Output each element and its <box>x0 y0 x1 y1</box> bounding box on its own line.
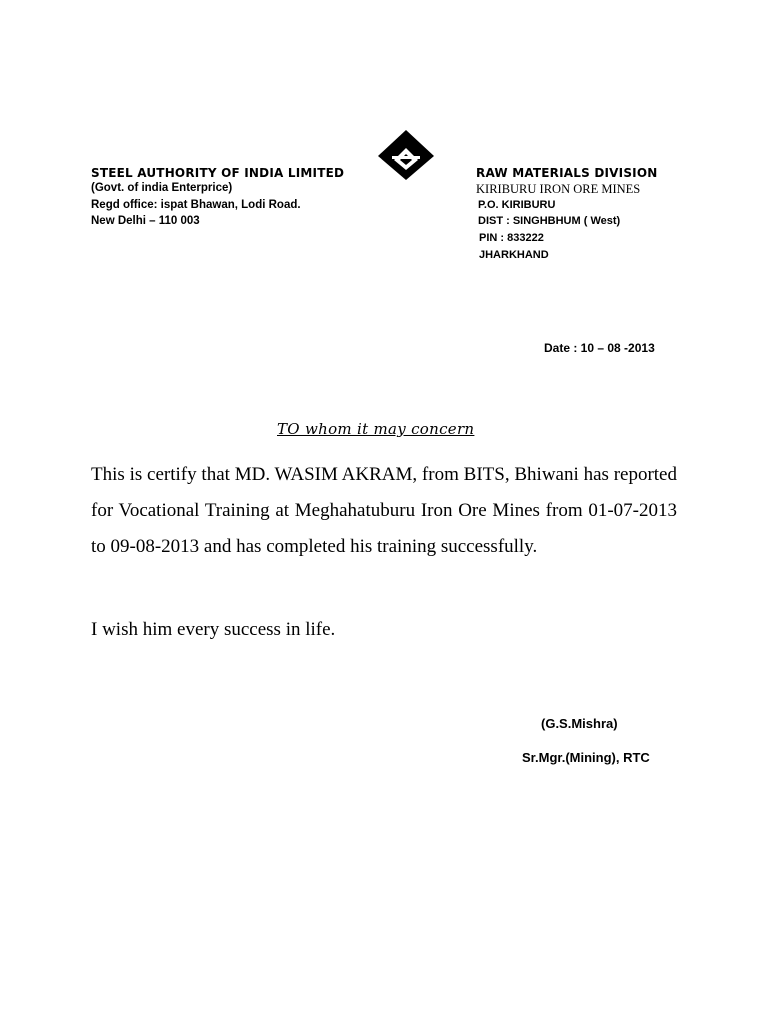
letter-date: Date : 10 – 08 -2013 <box>544 341 655 355</box>
state: JHARKHAND <box>479 249 549 261</box>
org-subtitle: (Govt. of india Enterprice) <box>91 182 233 194</box>
org-city: New Delhi – 110 003 <box>91 215 200 227</box>
district: DIST : SINGHBHUM ( West) <box>478 215 621 227</box>
mines-name: KIRIBURU IRON ORE MINES <box>476 182 641 196</box>
regd-office: Regd office: ispat Bhawan, Lodi Road. <box>91 199 301 211</box>
signatory-name: (G.S.Mishra) <box>541 716 618 731</box>
closing-wish: I wish him every success in life. <box>91 619 336 640</box>
letter-subject: TO whom it may concern <box>277 420 475 438</box>
post-office: P.O. KIRIBURU <box>478 199 556 211</box>
division-name: RAW MATERIALS DIVISION <box>476 166 658 180</box>
signatory-designation: Sr.Mgr.(Mining), RTC <box>522 750 650 765</box>
sail-logo-icon <box>378 130 434 180</box>
body-paragraph: This is certify that MD. WASIM AKRAM, from BITS, Bhiwani has reported for Vocational Training at Meghahatuburu Iron Ore Mines from 01-07-2013 to 09-08-2013 and has completed his training successfully. <box>91 464 677 557</box>
pin-code: PIN : 833222 <box>479 232 544 244</box>
org-name: STEEL AUTHORITY OF INDIA LIMITED <box>91 166 345 180</box>
